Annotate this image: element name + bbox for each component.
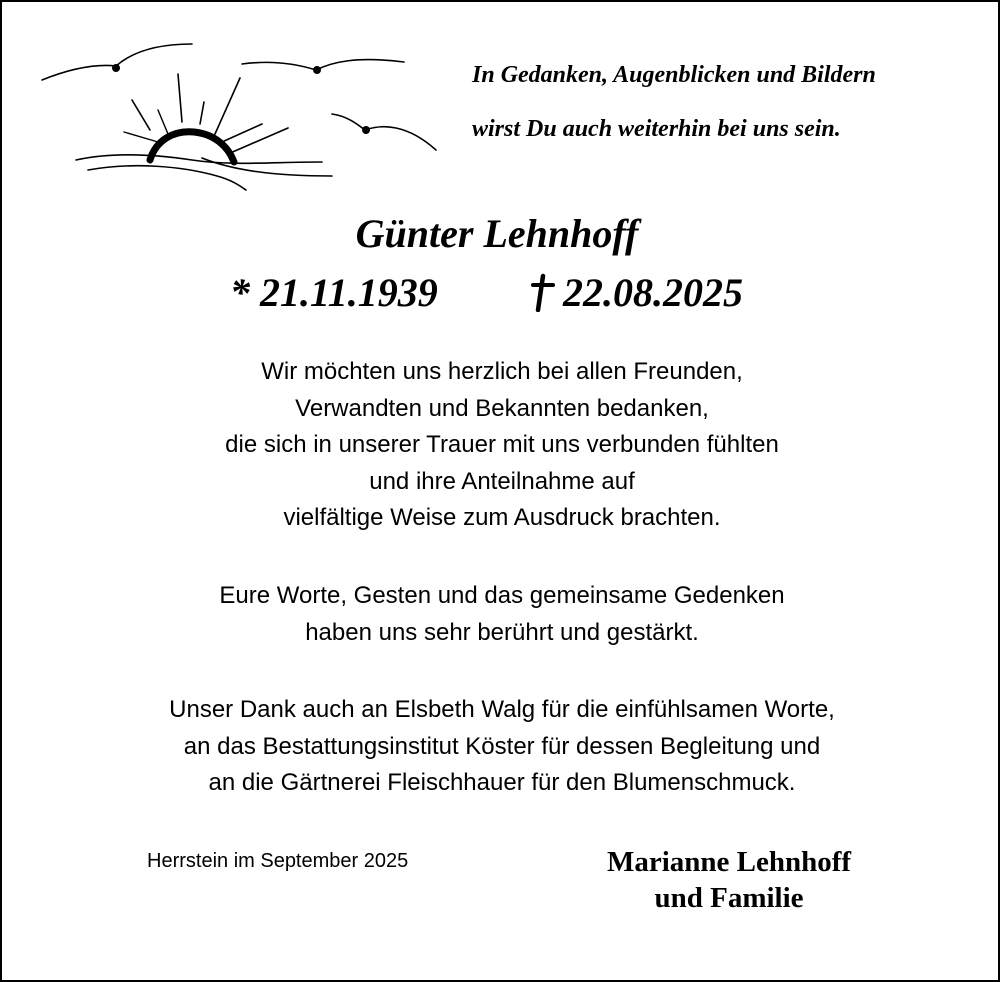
thanks-paragraph-3 <box>2 692 1000 802</box>
paragraph-line: haben uns sehr berührt und gestärkt. <box>305 618 699 646</box>
quote-line-1: In Gedanken, Augenblicken und Bildern <box>472 62 876 88</box>
paragraph-line: an die Gärtnerei Fleischhauer für den Blumenschmuck. <box>208 769 796 796</box>
signature-line-1: Marianne Lehnhoff <box>606 846 852 878</box>
quote-line-2: wirst Du auch weiterhin bei uns sein. <box>472 116 841 142</box>
paragraph-line: vielfältige Weise zum Ausdruck brachten. <box>283 504 721 531</box>
paragraph-line: und ihre Anteilnahme auf <box>369 467 635 495</box>
paragraph-line: Verwandten und Bekannten bedanken, <box>295 394 709 422</box>
death-date-group <box>527 269 743 316</box>
paragraph-line: Wir möchten uns herzlich bei allen Freunden, <box>261 358 743 385</box>
paragraph-line: an das Bestattungsinstitut Köster für dessen Begleitung und <box>183 732 821 760</box>
paragraph-line: die sich in unserer Trauer mit uns verbunden fühlten <box>225 431 779 458</box>
paragraph-line: Unser Dank auch an Elsbeth Walg für die einfühlsamen Worte, <box>169 696 835 723</box>
signature-line-2: und Familie <box>654 882 804 914</box>
sunset-birds-icon <box>32 30 452 200</box>
place-and-date: Herrstein im September 2025 <box>147 850 409 872</box>
cross-icon <box>527 272 557 312</box>
paragraph-line: Eure Worte, Gesten und das gemeinsame Gedenken <box>219 582 785 609</box>
thanks-paragraph-1 <box>2 354 1000 537</box>
thanks-paragraph-2 <box>2 578 1000 651</box>
birth-date: * 21.11.1939 <box>230 270 438 315</box>
signature <box>562 844 896 916</box>
death-date: 22.08.2025 <box>563 270 743 315</box>
deceased-name: Günter Lehnhoff <box>355 211 639 256</box>
